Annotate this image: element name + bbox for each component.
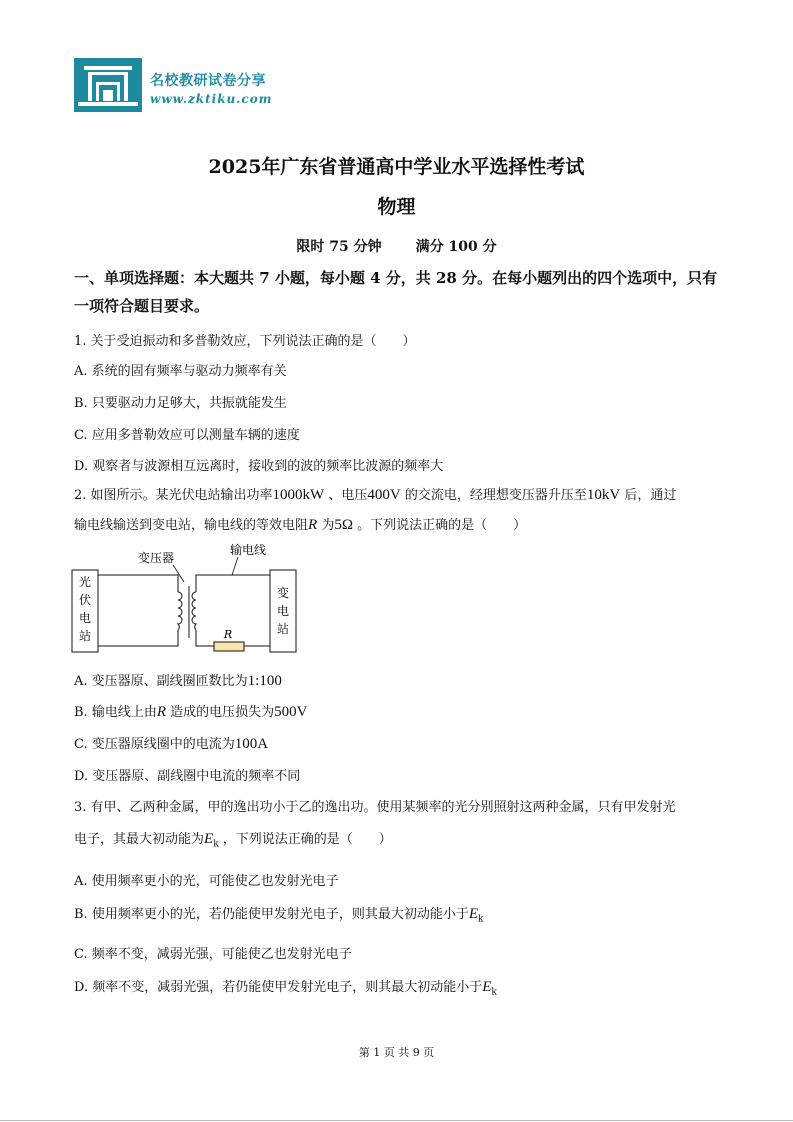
q2-option-b: B. 输电线上由R 造成的电压损失为500V — [74, 704, 308, 720]
transformer-label: 变压器 — [137, 551, 175, 565]
circuit-diagram — [70, 542, 312, 657]
resistor-label: R — [223, 628, 233, 641]
q2-power: 1000kW — [272, 487, 325, 503]
pv-station-char-1: 光 — [78, 575, 92, 589]
q1-option-d: D. 观察者与波源相互远离时，接收到的波的频率比波源的频率大 — [74, 459, 444, 474]
q1-option-c: C. 应用多普勒效应可以测量车辆的速度 — [74, 428, 300, 443]
q2-option-c: C. 变压器原线圈中的电流为100A — [74, 736, 269, 752]
q3-option-c: C. 频率不变，减弱光强，可能使乙也发射光电子 — [74, 947, 352, 962]
full-score: 满分 100 分 — [415, 239, 497, 255]
pv-station-char-2: 伏 — [78, 593, 92, 607]
q2-r-symbol: R — [308, 517, 318, 533]
line-leader — [232, 557, 238, 575]
q1-option-b: B. 只要驱动力足够大，共振就能发生 — [74, 396, 287, 411]
transmission-wire-top — [196, 575, 270, 592]
primary-wire — [98, 575, 178, 592]
bottom-rule — [0, 1120, 793, 1121]
pv-station-char-4: 站 — [78, 629, 92, 643]
subject-title: 物理 — [377, 196, 416, 218]
q3-option-d: D. 频率不变，减弱光强，若仍能使甲发射光电子，则其最大初动能小于$E_k$ — [74, 979, 497, 998]
substation-char-1: 变 — [276, 586, 290, 600]
line-label: 输电线 — [229, 543, 267, 557]
logo-name: 名校教研试卷分享 — [150, 73, 266, 89]
q3-option-b: B. 使用频率更小的光，若仍能使甲发射光电子，则其最大初动能小于$E_k$ — [74, 906, 484, 925]
q2-voltage: 400V — [367, 487, 401, 503]
primary-coil — [178, 592, 182, 630]
q2-stem-line2: 输电线输送到变电站，输电线的等效电阻R 为5Ω 。下列说法正确的是（ ） — [74, 517, 527, 533]
substation-char-3: 站 — [276, 622, 290, 636]
q2-option-a-value: 1:100 — [247, 673, 282, 689]
logo-emblem — [74, 58, 142, 112]
pv-station-char-3: 电 — [78, 611, 92, 625]
transmission-wire-bottom — [196, 630, 214, 646]
time-limit: 限时 75 分钟 — [296, 239, 382, 255]
q1-option-a: A. 系统的固有频率与驱动力频率有关 — [74, 364, 287, 379]
primary-wire-bottom — [98, 630, 178, 646]
secondary-coil — [192, 592, 196, 630]
q2-option-c-value: 100A — [234, 736, 269, 752]
ek-symbol: E — [204, 831, 214, 847]
q3-option-a: A. 使用频率更小的光，可能使乙也发射光电子 — [74, 874, 339, 889]
q2-option-a: A. 变压器原、副线圈匝数比为1:100 — [74, 673, 282, 689]
q2-boost: 10kV — [586, 487, 621, 503]
substation-char-2: 电 — [276, 604, 290, 618]
exam-info — [0, 236, 793, 256]
q3-stem-line2: 电子，其最大初动能为$E_k$ ，下列说法正确的是（ ） — [74, 831, 392, 850]
q3-stem-line1: 3. 有甲、乙两种金属，甲的逸出功小于乙的逸出功。使用某频率的光分别照射这两种金属，只有甲发射光 — [74, 800, 676, 815]
exam-title: 2025年广东省普通高中学业水平选择性考试 — [208, 156, 585, 178]
logo-url: www.zktiku.com — [150, 92, 273, 106]
resistor — [214, 642, 244, 651]
page-footer: 第 1 页 共 9 页 — [358, 1046, 435, 1059]
q2-resistance: 5Ω — [334, 517, 353, 533]
section-heading: 一、单项选择题：本大题共 7 小题，每小题 4 分，共 28 分。在每小题列出的四个选项中，只有一项符合题目要求。 — [74, 269, 718, 315]
q1-stem: 1. 关于受迫振动和多普勒效应，下列说法正确的是（ ） — [74, 334, 416, 349]
q2-option-d: D. 变压器原、副线圈中电流的频率不同 — [74, 769, 301, 784]
logo — [74, 58, 289, 114]
q2-stem-line1: 2. 如图所示。某光伏电站输出功率1000kW 、电压400V 的交流电，经理想变压器升压至10kV 后，通过 — [74, 487, 677, 503]
q2-option-b-value: 500V — [274, 704, 308, 720]
